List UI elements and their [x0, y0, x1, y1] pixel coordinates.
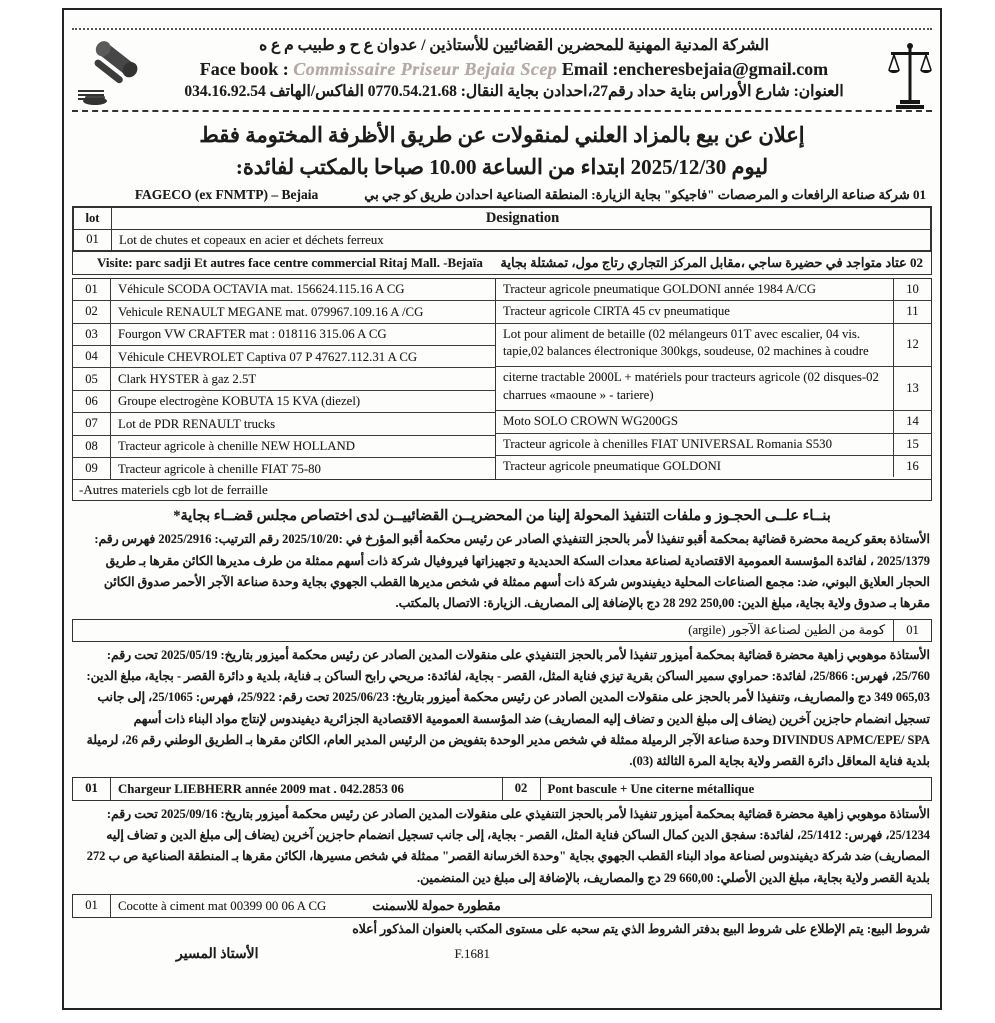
lot-designation: Pont bascule + Une citerne métallique [547, 781, 755, 796]
lot-designation: كومة من الطين لصناعة الآجور (argile) [688, 622, 885, 637]
lot-number: 01 [74, 230, 112, 250]
designation-column-header: Designation [485, 210, 560, 227]
office-name: الشركة المدنية المهنية للمحضرين القضائيين للأستاذين / عدوان ع ح و طبيب م ع ه [259, 37, 769, 54]
lot-number: 12 [893, 324, 931, 367]
table-row [73, 324, 495, 346]
lot-designation: Lot pour aliment de betaille (02 mélangeurs 01T avec escalier, 04 vis. tapie,02 balances électronique 300kgs, soudeuse, 02 machines à coudre [502, 326, 869, 358]
table-row [73, 436, 495, 458]
lot-designation: Lot de PDR RENAULT trucks [118, 416, 276, 431]
lot-number: 09 [73, 458, 111, 479]
lot-number: 16 [893, 456, 931, 477]
email-address: encheresbejaia@gmail.com [618, 58, 829, 79]
notice-title [72, 119, 932, 184]
other-materials-row: -Autres materiels cgb lot de ferraille [72, 480, 932, 501]
lot-designation: Moto SOLO CROWN WG200GS [502, 414, 679, 429]
lot-designation: Tracteur agricole à chenille FIAT 75-80 [118, 461, 321, 476]
lot-number: 07 [73, 413, 111, 434]
visit-arabic: 02 عتاد متواجد في حضيرة ساجي ،مقابل المركز التجاري رتاج مول، تمشتلة بجاية [500, 254, 923, 270]
notice-title-line1: إعلان عن بيع بالمزاد العلني لمنقولات عن طريق الأظرفة المختومة فقط [199, 122, 805, 147]
lot-number: 08 [73, 436, 111, 457]
beneficiary-latin: FAGECO (ex FNMTP) – Bejaia [134, 186, 319, 202]
lots-table-vehicles [72, 278, 932, 481]
lot-number: 04 [73, 346, 111, 367]
lot-number: 14 [893, 411, 931, 432]
lot-designation-arabic: مقطورة حمولة للاسمنت [372, 898, 501, 913]
lot-number: 13 [893, 367, 931, 410]
visit-info-row [72, 252, 932, 275]
signature-row [72, 946, 932, 963]
lot-table-argile [72, 619, 932, 642]
beneficiary-line [72, 184, 932, 206]
notice-title-line2: ليوم 2025/12/30 ابتداء من الساعة 10.00 صباحا بالمكتب لفائدة: [235, 155, 769, 180]
lot-number: 10 [893, 279, 931, 300]
table-row [73, 458, 495, 479]
table-row [73, 279, 495, 301]
table-row [496, 434, 931, 456]
table-row [496, 279, 931, 301]
beneficiary-arabic: 01 شركة صناعة الرافعات و المرصصات "فاجيكو" بجاية الزيارة: المنطقة الصناعية احدادن طريق كو جي بي [364, 186, 926, 202]
legal-paragraph-1: الأستاذة بعقو كريمة محضرة قضائية بمحكمة أقبو تنفيذا لأمر بالحجز التنفيذي الصادر عن رئيس محكمة أقبو المؤرخ في :2025/10/20 رقم الترتيب: 2025/2916 فهرس رقم: 2025/1379 ، لفائدة المؤسسة العمومية الاقتصادية لصناعة معدات السكة الحديدية و تجهيزاتها فيروفيال شركة ذات أسهم ممثلة من طرف مديرها الكائن مقرها بـ طريق الحجار العلايق البوني، ضد: مجمع الصناعات المحلية ديفيندوس شركة ذات أسهم ممثلة في شخص مديرها القطب الجهوي بجاية وحدة صناعة الآجر الأحمر صدوق الكائن مقرها بـ صدوق ولاية بجاية، مبلغ الدين: ‪28 292 250,00‬ دج بالإضافة إلى المصاريف. الزيارة: الاتصال بالمكتب. [94, 532, 930, 611]
table-row [496, 456, 931, 477]
lot-number: 15 [893, 434, 931, 455]
lot-designation: Véhicule CHEVROLET Captiva 07 P 47627.112.31 A CG [118, 349, 418, 364]
table-row [73, 391, 495, 413]
lot-designation: Groupe electrogène KOBUTA 15 KVA (diezel) [118, 394, 361, 409]
lot-designation: Véhicule SCODA OCTAVIA mat. 156624.115.16 A CG [118, 282, 405, 297]
table-row [496, 367, 931, 411]
table-row [73, 301, 495, 323]
legal-heading: بنــاء علــى الحجـوز و ملفات التنفيذ المحولة إلينا من المحضريــن القضائييــن لدى اختصاص مجلس قضــاء بجاية* [173, 508, 831, 525]
table-row [74, 230, 930, 250]
facebook-page-name: Commissaire Priseur Bejaia Scep [293, 58, 558, 79]
lot-number: 02 [502, 778, 541, 800]
lot-designation: Clark HYSTER à gaz 2.5T [118, 372, 257, 387]
email-label: Email : [561, 58, 619, 79]
reference-number: F.1681 [454, 946, 490, 962]
gavel-icon [82, 38, 146, 115]
lot-number: 06 [73, 391, 111, 412]
lot-number: 01 [73, 778, 111, 800]
lot-designation: Fourgon VW CRAFTER mat : 018116 315.06 A CG [118, 327, 387, 342]
vehicles-right-column [496, 279, 931, 480]
table-row [496, 301, 931, 323]
table-row [496, 324, 931, 368]
lot-table-chargeur [72, 777, 932, 801]
lot-designation [111, 895, 931, 917]
lot-designation: citerne tractable 2000L + matériels pour tracteurs agricole (02 disques-02 charrues «maoune » - tariere) [502, 370, 879, 402]
contact-line [150, 57, 878, 81]
lot-number: 03 [73, 324, 111, 345]
legal-paragraph-3: الأستاذة موهوبي زاهية محضرة قضائية بمحكمة أميزور تنفيذا لأمر بالحجز التنفيذي على منقولات المدين الصادر عن رئيس محكمة أميزور بتاريخ: 2025/09/16 تحت رقم: 25/1234، فهرس: 25/1412، لفائدة: سفجق الدين كمال الساكن فناية المثل، القصر - بجاية، إلى جانب تسجيل انضمام حاجزين آخرين (يضاف إلى مبلغ الدين و تضاف إليه المصاريف) ضد شركة ديفيندوس لصناعة مواد البناء القطب الجهوي بجاية "وحدة الخرسانة القصر" ممثلة في شخص مسيرها، الكائن مقرها بـ المنطقة الصناعية ص ب 272 بلدية القصر ولاية بجاية، مبلغ الدين الأصلي: ‪29 660,00‬ دج والمصاريف، بالإضافة إلى مبلغ دين المنضمين. [86, 806, 930, 885]
lot-number: 11 [893, 301, 931, 322]
stamp-mark-icon [78, 90, 104, 100]
letterhead [72, 28, 932, 112]
lot-designation: Vehicule RENAULT MEGANE mat. 079967.109.16 A /CG [118, 304, 424, 319]
lot-number: 05 [73, 368, 111, 389]
lot-designation: Tracteur agricole CIRTA 45 cv pneumatique [502, 304, 730, 319]
table-row [73, 413, 495, 435]
lot-designation: Tracteur agricole pneumatique GOLDONI année 1984 A/CG [502, 281, 816, 296]
lot-designation-latin: Cocotte à ciment mat 00399 00 06 A CG [118, 898, 327, 913]
table-row [73, 346, 495, 368]
lot-number: 01 [893, 620, 931, 641]
scale-of-justice-icon [888, 42, 932, 119]
table-row [73, 368, 495, 390]
lot-number: 02 [73, 301, 111, 322]
lot-designation: Tracteur agricole pneumatique GOLDONI [502, 458, 722, 473]
facebook-label: Face book : [199, 58, 289, 79]
lot-designation: Chargeur LIEBHERR année 2009 mat . 042.2853 06 [118, 781, 404, 796]
table-row [496, 411, 931, 433]
lot-designation: Lot de chutes et copeaux en acier et déchets ferreux [119, 232, 384, 247]
legal-paragraph-2: الأستاذة موهوبي زاهية محضرة قضائية بمحكمة أميزور تنفيذا لأمر بالحجز التنفيذي على منقولات المدين الصادر عن رئيس محكمة أميزور بتاريخ: 2025/05/19 تحت رقم: 25/760، فهرس: 25/866، لفائدة: حمراوي سمير الساكن بقرية تيزي فناية المثل، القصر - بجاية، لفائدة: مريحي رابح الساكن بـ فناية، بلدية و دائرة القصر - بجاية، مبلغ الدين: ‪349 065,03‬ دج والمصاريف، وتنفيذا لأمر بالحجز على منقولات المدين الصادر عن رئيس محكمة أميزور بتاريخ: 2025/06/23 تحت رقم: 25/922، فهرس: 25/1065، إلى جانب تسجيل انضمام حاجزين آخرين (يضاف إلى مبلغ الدين و تضاف إليه المصاريف) ضد المؤسسة العمومية الاقتصادية الجزائرية ديفيندوس لإنتاج مواد البناء ذات أسهم DIVINDUS APMC/EPE/ SPA وحدة صناعة الآجر الرميلة ممثلة في شخص مدير الوحدة بتفويض من الرئيس المدير العام، الكائن مقرها بـ الطريق الوطني رقم 26، لرميلة بلدية فناية المعاقل دائرة القصر ولاية بجاية المرة الثالثة (03). [86, 647, 930, 769]
lot-designation: Tracteur agricole à chenille NEW HOLLAND [118, 439, 356, 454]
lot-designation: Tracteur agricole à chenilles FIAT UNIVERSAL Romania S530 [502, 436, 832, 451]
lot-table-cocotte [72, 894, 932, 918]
address-phone-line: العنوان: شارع الأوراس بناية حداد رقم27،احدادن بجاية النقال: 0770.54.21.68 الفاكس/الهاتف 034.16.92.54 [184, 82, 844, 100]
visit-latin: Visite: parc sadji Et autres face centre commercial Ritaj Mall. -Bejaïa [97, 254, 483, 270]
lots-table-scrap [72, 206, 932, 252]
manager-signature-label: الأستاذ المسير [176, 946, 259, 962]
lot-column-header: lot [74, 208, 112, 229]
document-frame [62, 8, 942, 1010]
vehicles-left-column [73, 279, 496, 480]
lot-number: 01 [73, 895, 111, 917]
sale-conditions: شروط البيع: يتم الإطلاع على شروط البيع بدفتر الشروط الذي يتم سحبه على مستوى المكتب بالعنوان المذكور أعلاه [352, 921, 930, 936]
lot-number: 01 [73, 279, 111, 300]
table-header-row [74, 208, 930, 230]
